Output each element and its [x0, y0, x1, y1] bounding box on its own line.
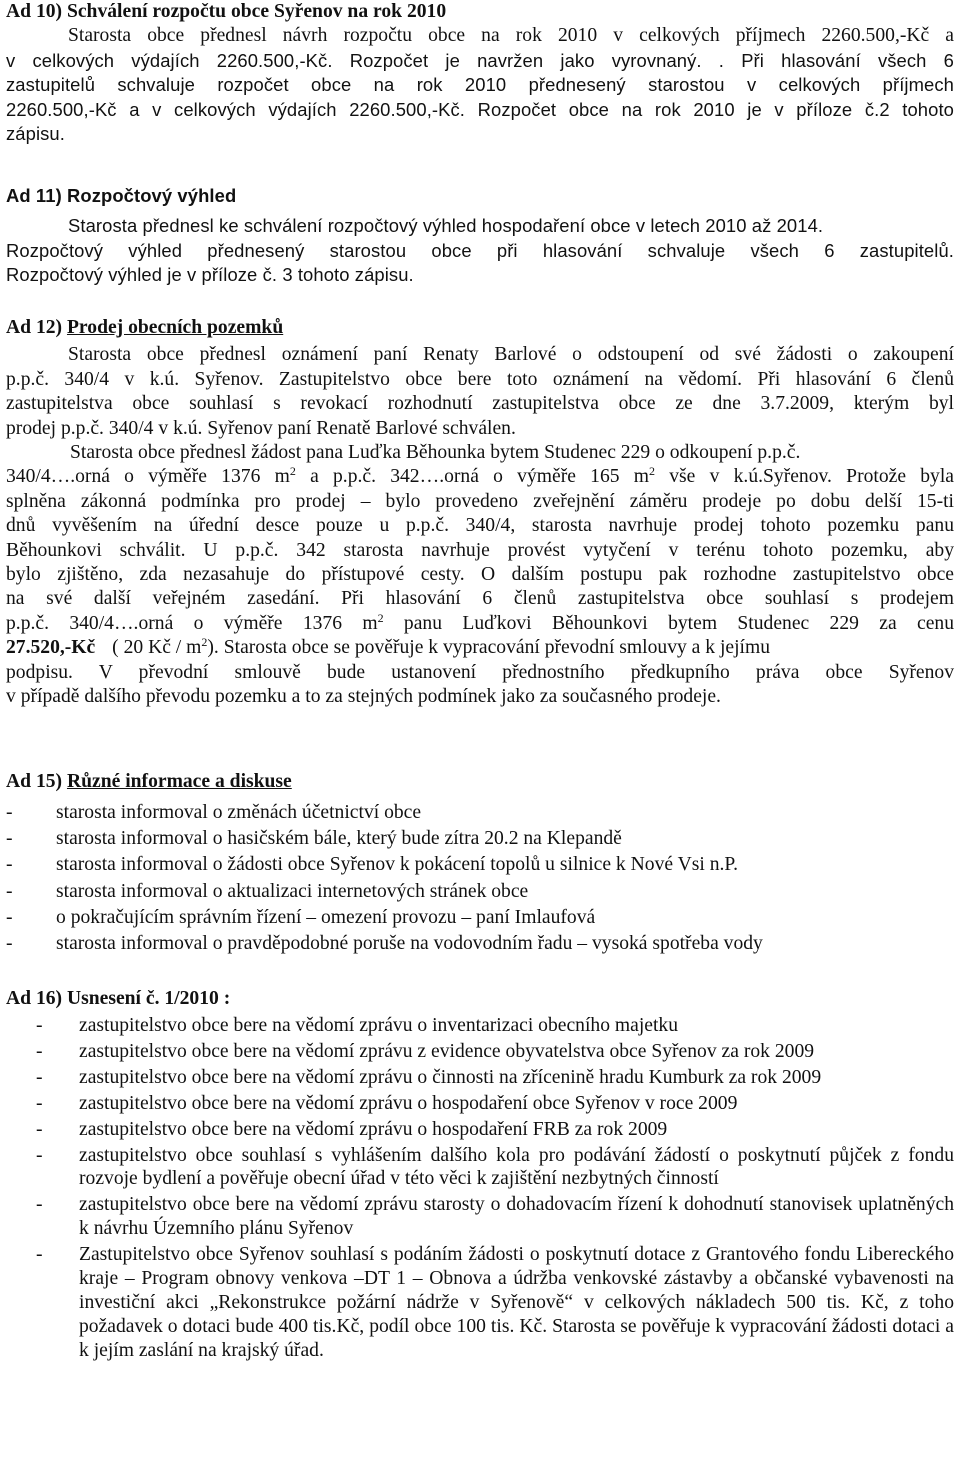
list-item-text: starosta informoval o žádosti obce Syřenov k pokácení topolů u silnice k Nové Vsi n.P. — [56, 854, 739, 876]
list-item — [6, 1040, 954, 1064]
ad15-heading — [6, 770, 954, 794]
ad12-line-11: na své další veřejném zasedání. Při hlasování 6 členů zastupitelstva obce souhlasí s prodejem — [6, 588, 954, 610]
ad12-line-14: podpisu. V převodní smlouvě bude ustanovení přednostního předkupního práva obce Syřenov — [6, 661, 954, 683]
list-item-text: zastupitelstvo obce souhlasí s vyhlášením dalšího kola pro podávání žádostí o poskytnutí půjček z fondu rozvoje bydlení a pověřuje obecní úřad v této věci k zajištění nezbytných činností — [79, 1144, 954, 1190]
ad12-line-9: Běhounkovi schválit. U p.p.č. 342 starosta navrhuje provést vytyčení v terénu tohoto pozemku, aby — [6, 539, 954, 561]
list-item-text: zastupitelstvo obce bere na vědomí zprávu z evidence obyvatelstva obce Syřenov za rok 2009 — [79, 1040, 815, 1062]
list-item-text: starosta informoval o hasičském bále, který bude zítra 20.2 na Klepandě — [56, 828, 622, 850]
ad12-line-3: zastupitelstva obce souhlasí s revokací rozhodnutí zastupitelstva obce ze dne 3.7.2009, kterým byl — [6, 393, 954, 415]
section-ad16 — [6, 987, 954, 1011]
superscript-2: 2 — [201, 635, 208, 650]
list-item — [6, 1118, 954, 1142]
ad11-line-2: Rozpočtový výhled přednesený starostou obce při hlasování schvaluje všech 6 zastupitelů. — [6, 239, 954, 261]
ad12-line-2: p.p.č. 340/4 v k.ú. Syřenov. Zastupitelstvo obce bere toto oznámení na vědomí. Při hlasování 6 členů — [6, 368, 954, 390]
list-dash: - — [36, 1015, 43, 1036]
list-dash: - — [36, 1194, 43, 1216]
ad10-line-5: zápisu. — [6, 123, 65, 145]
list-item-text: zastupitelstvo obce bere na vědomí zprávu starosty o dohadovacím řízení k dohodnutí stanovisek uplatněných k návrhu Územního plánu Syřenov — [79, 1194, 954, 1240]
list-dash: - — [36, 1066, 43, 1088]
list-item — [6, 800, 954, 826]
ad11-line-3: Rozpočtový výhled je v příloze č. 3 tohoto zápisu. — [6, 264, 414, 286]
ad12-line-12 — [6, 612, 954, 636]
list-dash: - — [6, 933, 13, 955]
ad12-line-10: bylo zjištěno, zda nezasahuje do přístupové cesty. O dalším postupu pak rozhodne zastupitelstvo obce — [6, 564, 954, 586]
ad12-line-6b: a p.p.č. 342….orná o výměře 165 m — [295, 466, 650, 488]
ad10-line-2: v celkových výdajích 2260.500,-Kč. Rozpočet je navržen jako vyrovnaný. . Při hlasování všech 6 — [6, 49, 954, 71]
list-dash: - — [6, 802, 13, 823]
ad12-line-6a: 340/4….orná o výměře 1376 m — [6, 466, 290, 488]
list-item — [6, 1014, 954, 1038]
list-dash: - — [36, 1144, 43, 1166]
list-item — [6, 1193, 954, 1241]
list-item-text: starosta informoval o aktualizaci internetových stránek obce — [56, 880, 529, 902]
ad12-line-12b: panu Luďkovi Běhounkovi bytem Studenec 229 za cenu — [383, 612, 954, 634]
list-item-text: starosta informoval o změnách účetnictví obce — [56, 802, 422, 823]
list-item-text: o pokračujícím správním řízení – omezení provozu – paní Imlaufová — [56, 906, 596, 928]
list-item — [6, 1243, 954, 1363]
price-total: 27.520,-Kč — [6, 637, 96, 659]
ad12-line-7: splněna zákonná podmínka pro prodej – bylo provedeno zveřejnění záměru prodeje po dobu delší 15-ti — [6, 490, 954, 512]
ad12-line-6 — [6, 465, 954, 489]
list-dash: - — [6, 854, 13, 876]
list-item — [6, 905, 954, 931]
list-item — [6, 931, 954, 957]
list-item — [6, 879, 954, 905]
ad11-line-1: Starosta přednesl ke schválení rozpočtový výhled hospodaření obce v letech 2010 až 2014. — [68, 215, 824, 237]
ad16-heading: Ad 16) Usnesení č. 1/2010 : — [6, 988, 231, 1009]
list-item-text: starosta informoval o pravděpodobné poruše na vodovodním řadu – vysoká spotřeba vody — [56, 933, 763, 955]
ad16-list — [6, 1014, 954, 1363]
ad12-heading-prefix: Ad 12) — [6, 317, 67, 338]
list-dash: - — [6, 906, 13, 928]
list-item — [6, 1066, 954, 1090]
ad10-line-4: 2260.500,-Kč a v celkových výdajích 2260.500,-Kč. Rozpočet obce na rok 2010 je v příloze č.2 tohoto — [6, 98, 954, 120]
ad10-line-1: Starosta obce přednesl návrh rozpočtu obce na rok 2010 v celkových příjmech 2260.500,-Kč a — [68, 25, 954, 47]
ad12-line-15: v případě dalšího převodu pozemku a to za stejných podmínek jako za současného prodeje. — [6, 686, 721, 708]
list-item-text: zastupitelstvo obce bere na vědomí zprávu o činnosti na zřícenině hradu Kumburk za rok 2009 — [79, 1066, 822, 1088]
list-item — [6, 852, 954, 878]
ad12-line-6c: vše v k.ú.Syřenov. Protože byla — [655, 466, 954, 488]
ad12-line-13 — [6, 636, 954, 660]
ad12-line-12a: p.p.č. 340/4….orná o výměře 1376 m — [6, 612, 378, 634]
ad12-line-5: Starosta obce přednesl žádost pana Luďka Běhounka bytem Studenec 229 o odkoupení p.p.č. — [70, 442, 801, 464]
ad12-line-1: Starosta obce přednesl oznámení paní Renaty Barlové o odstoupení od své žádosti o zakoupení — [68, 344, 954, 366]
section-ad15 — [6, 770, 954, 794]
list-dash: - — [36, 1092, 43, 1114]
ad10-line-3: zastupitelů schvaluje rozpočet obce na rok 2010 přednesený starostou v celkových příjmech — [6, 74, 954, 96]
section-ad12 — [6, 316, 954, 710]
list-dash: - — [36, 1118, 43, 1140]
list-dash: - — [6, 828, 13, 850]
ad12-line-13b: ). Starosta obce se pověřuje k vypracování převodní smlouvy a k jejímu — [207, 637, 771, 659]
ad15-heading-prefix: Ad 15) — [6, 771, 67, 792]
ad12-heading-title: Prodej obecních pozemků — [66, 317, 284, 338]
ad10-heading: Ad 10) Schválení rozpočtu obce Syřenov na rok 2010 — [6, 1, 447, 22]
list-dash: - — [36, 1040, 43, 1062]
ad12-line-4: prodej p.p.č. 340/4 v k.ú. Syřenov paní Renatě Barlové schválen. — [6, 417, 516, 439]
list-dash: - — [6, 880, 13, 902]
section-ad11 — [6, 184, 954, 288]
section-ad10 — [6, 0, 954, 146]
superscript-2: 2 — [289, 464, 296, 479]
list-item — [6, 1092, 954, 1116]
list-item-text: Zastupitelstvo obce Syřenov souhlasí s podáním žádosti o poskytnutí dotace z Grantového fondu Libereckého kraje – Program obnovy venkova –DT 1 – Obnova a údržba venkovské zástavby a občanské vybavenosti na investiční akci „Rekonstrukce požární nádrže v Syřenově“ v celkových nákladech 500 tis. Kč, z toho požadavek o dotaci bude 400 tis.Kč, podíl obce 100 tis. Kč. Starosta se pověřuje k vypracování žádosti dotaci a k jejím zaslání na krajský úřad. — [79, 1244, 954, 1361]
list-item-text: zastupitelstvo obce bere na vědomí zprávu o inventarizaci obecního majetku — [79, 1015, 679, 1036]
ad12-line-13a: ( 20 Kč / m — [107, 637, 202, 659]
ad12-line-8: dnů vyvěšením na úřední desce pouze u p.p.č. 340/4, starosta navrhuje prodej tohoto pozemku panu — [6, 515, 954, 537]
list-item-text: zastupitelstvo obce bere na vědomí zprávu o hospodaření obce Syřenov v roce 2009 — [79, 1092, 738, 1114]
list-item — [6, 1144, 954, 1192]
list-item-text: zastupitelstvo obce bere na vědomí zprávu o hospodaření FRB za rok 2009 — [79, 1118, 668, 1140]
ad15-list — [6, 800, 954, 957]
ad12-heading — [6, 316, 954, 340]
ad15-heading-title: Různé informace a diskuse — [66, 771, 292, 792]
superscript-2: 2 — [377, 610, 384, 625]
list-dash: - — [36, 1244, 43, 1266]
ad11-heading: Ad 11) Rozpočtový výhled — [6, 185, 237, 206]
list-item — [6, 826, 954, 852]
superscript-2: 2 — [649, 464, 656, 479]
